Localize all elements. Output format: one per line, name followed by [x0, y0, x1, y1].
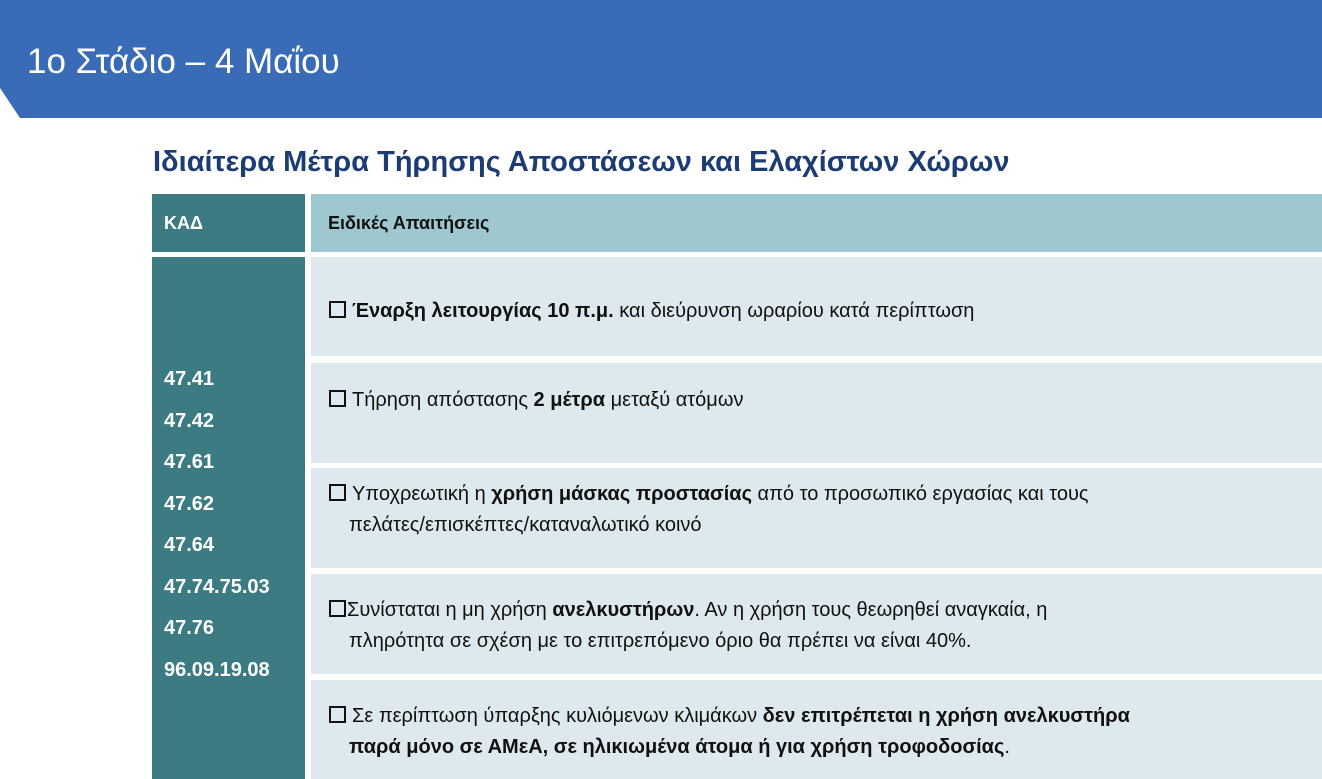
- kad-column: [152, 257, 305, 779]
- checkbox-icon: [329, 706, 346, 723]
- text-bold: χρήση μάσκας προστασίας: [491, 483, 752, 505]
- checkbox-icon: [329, 484, 346, 501]
- text-normal: μεταξύ ατόμων: [605, 389, 744, 411]
- requirement-row: [311, 468, 1322, 568]
- requirement-line: [329, 385, 1312, 416]
- kad-code: 47.61: [164, 451, 215, 473]
- requirement-row: [311, 363, 1322, 463]
- checkbox-icon: [329, 600, 346, 617]
- requirement-line: [329, 626, 1312, 657]
- section-heading: Ιδιαίτερα Μέτρα Τήρησης Αποστάσεων και Ελαχίστων Χώρων: [153, 146, 1010, 178]
- text-bold: δεν επιτρέπεται η χρήση ανελκυστήρα: [762, 705, 1130, 727]
- text-bold: ανελκυστήρων: [552, 599, 695, 621]
- text-normal: και διεύρυνση ωραρίου κατά περίπτωση: [613, 300, 975, 322]
- checkbox-icon: [329, 301, 346, 318]
- text-normal: πληρότητα σε σχέση με το επιτρεπόμενο όριο θα πρέπει να είναι 40%.: [349, 630, 972, 652]
- kad-code: 47.62: [164, 492, 215, 515]
- text-normal: .: [1004, 736, 1010, 758]
- requirement-row: [311, 574, 1322, 674]
- text-normal: Συνίσταται η μη χρήση: [347, 599, 553, 621]
- text-normal: πελάτες/επισκέπτες/καταναλωτικό κοινό: [349, 514, 702, 536]
- kad-code: 96.09.19.08: [164, 658, 270, 681]
- text-bold: Έναρξη λειτουργίας 10 π.μ.: [352, 300, 614, 322]
- kad-code: 47.74.75.03: [164, 575, 270, 598]
- header-kad: ΚΑΔ: [152, 194, 305, 252]
- kad-code: 47.42: [164, 409, 215, 432]
- text-normal: Υποχρεωτική η: [352, 483, 492, 505]
- kad-code: 47.64: [164, 534, 215, 556]
- requirement-line: [329, 479, 1312, 510]
- kad-code: 47.41: [164, 368, 215, 390]
- text-bold: 2 μέτρα: [533, 389, 606, 411]
- requirement-line: [329, 510, 1312, 541]
- kad-code: 47.76: [164, 617, 215, 639]
- text-bold: παρά μόνο σε ΑΜεΑ, σε ηλικιωμένα άτομα ή για χρήση τροφοδοσίας: [349, 736, 1005, 758]
- text-normal: Σε περίπτωση ύπαρξης κυλιόμενων κλιμάκων: [352, 705, 763, 727]
- requirement-row: [311, 680, 1322, 779]
- checkbox-icon: [329, 390, 346, 407]
- requirement-row: [311, 257, 1322, 356]
- text-normal: από το προσωπικό εργασίας και τους: [751, 483, 1089, 505]
- header-requirements: Ειδικές Απαιτήσεις: [311, 194, 1322, 252]
- text-normal: Τήρηση απόστασης: [352, 389, 534, 411]
- slide-title: 1ο Στάδιο – 4 Μαΐου: [27, 42, 340, 81]
- requirement-line: [329, 701, 1312, 732]
- text-normal: . Αν η χρήση τους θεωρηθεί αναγκαία, η: [694, 599, 1048, 621]
- requirement-line: [329, 595, 1312, 626]
- requirement-line: [329, 732, 1312, 763]
- requirement-line: [329, 296, 1312, 327]
